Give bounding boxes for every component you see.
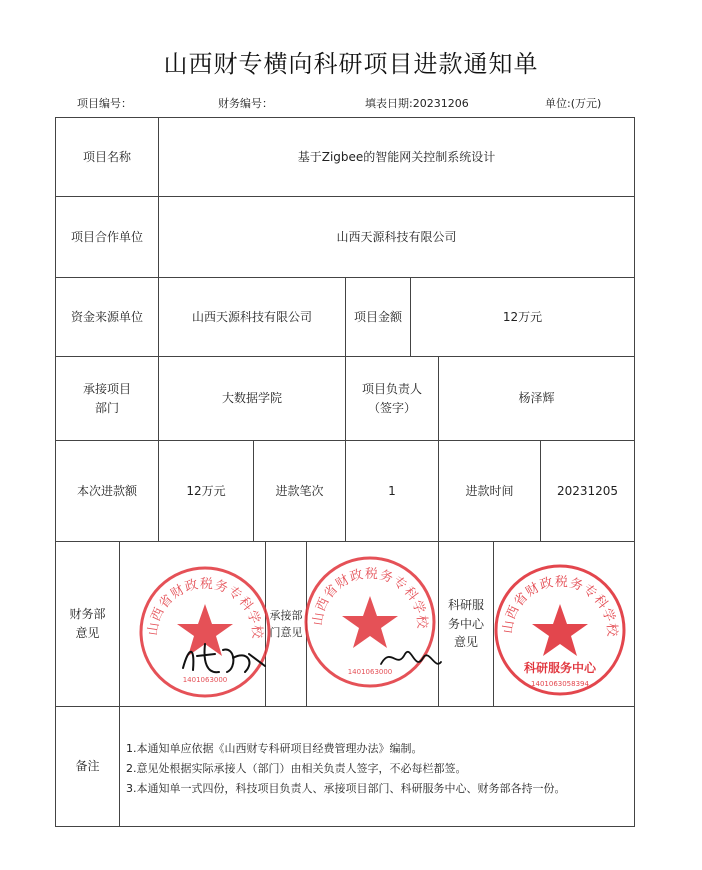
partner-label: 项目合作单位 [55,196,159,278]
research-opinion-label-line2: 务中心 [447,616,484,631]
research-center-seal [490,560,630,700]
research-opinion-label [438,541,494,707]
remark-line-2: 2.意见处根据实际承接人（部门）由相关负责人签字，不必每栏都签。 [126,762,467,775]
payment-count-value: 1 [345,440,439,542]
department-label [55,356,159,441]
finance-number-label: 财务编号： [218,97,273,110]
department-seal-text: 山西省财政税务专科学校 [310,566,430,630]
remark-line-3: 3.本通知单一式四份，科技项目负责人、承接项目部门、科研服务中心、财务部各持一份。 [126,782,566,795]
project-amount-label: 项目金额 [345,277,411,357]
research-seal-bottom: 科研服务中心 [523,661,597,675]
research-opinion-label-line3: 意见 [453,635,478,650]
page-title: 山西财专横向科研项目进款通知单 [163,50,539,78]
finance-seal-serial: 1401063000 [182,676,228,684]
unit-label: 单位:(万元) [545,97,602,110]
funding-source-value: 山西天源科技有限公司 [158,277,346,357]
project-name-value: 基于Zigbee的智能网关控制系统设计 [158,117,635,197]
finance-seal-text: 山西省财政税务专科学校 [145,576,265,640]
department-label-line2: 部门 [94,400,119,415]
department-opinion-label-line2: 门意见 [269,626,303,639]
finance-signature [175,638,270,683]
finance-opinion-label-line1: 财务部 [69,607,106,622]
fill-date: 填表日期:20231206 [365,97,469,110]
project-leader-label-line1: 项目负责人 [361,381,422,396]
project-number-label: 项目编号： [77,97,132,110]
payment-amount-value: 12万元 [158,440,254,542]
payment-amount-label: 本次进款额 [55,440,159,542]
department-label-line1: 承接项目 [82,381,131,396]
research-seal-text: 山西省财政税务专科学校 [500,574,620,638]
project-amount-value: 12万元 [410,277,635,357]
partner-value: 山西天源科技有限公司 [158,196,635,278]
payment-time-label: 进款时间 [438,440,541,542]
project-leader-value: 杨泽辉 [438,356,635,441]
remark-line-1: 1.本通知单应依据《山西财专科研项目经费管理办法》编制。 [126,742,423,755]
finance-opinion-label [55,541,120,707]
payment-count-label: 进款笔次 [253,440,346,542]
project-leader-label [345,356,439,441]
funding-source-label: 资金来源单位 [55,277,159,357]
department-seal-serial: 1401063000 [347,668,393,676]
department-signature [375,640,445,680]
research-seal-serial: 1401063058394 [531,680,589,688]
department-opinion-label-line1: 承接部 [269,608,303,622]
finance-opinion-label-line2: 意见 [75,626,100,640]
remarks-label: 备注 [55,706,120,827]
research-opinion-label-line1: 科研服 [447,598,484,613]
project-name-label: 项目名称 [55,117,159,197]
department-value: 大数据学院 [158,356,346,441]
payment-time-value: 20231205 [540,440,635,542]
project-leader-label-line2: （签字） [367,400,416,415]
